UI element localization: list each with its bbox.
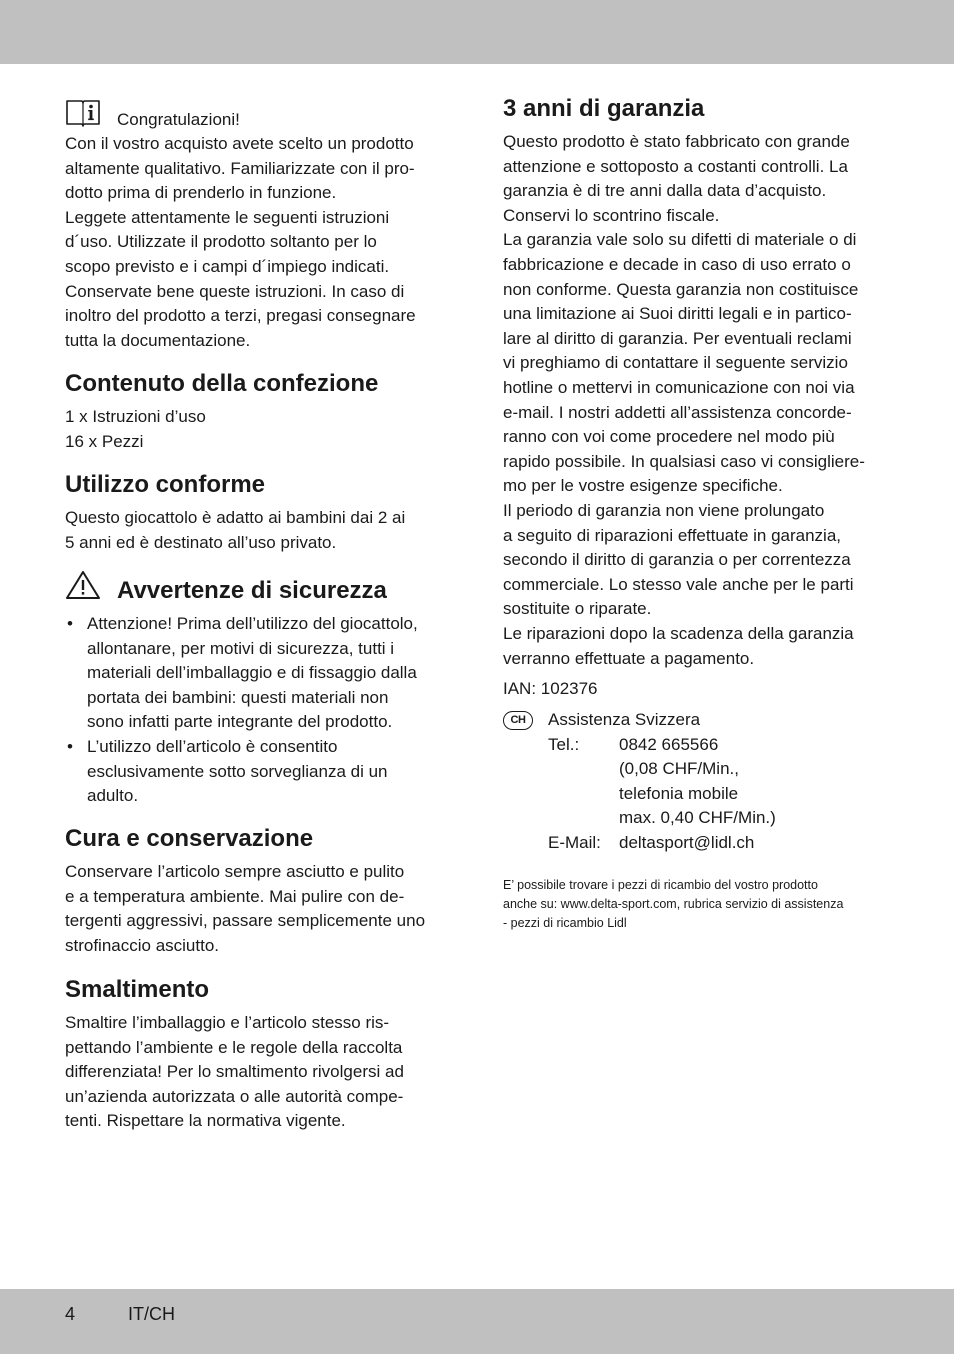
- safety-bullet: • Attenzione! Prima dell’utilizzo del giocattolo, allontanare, per motivi di sicurezza, tutti i materiali dell’imballaggio e di fissaggio dalla portata dei bambini: questi materiali non sono infatti parte integrante del prodotto.: [65, 612, 418, 735]
- care-line: e a temperatura ambiente. Mai pulire con de-: [65, 886, 405, 906]
- warning-triangle-icon: [65, 569, 101, 601]
- intro-line: Conservate bene queste istruzioni. In caso di: [65, 281, 405, 301]
- disposal-line: Smaltire l’imballaggio e l’articolo stesso ris-: [65, 1013, 390, 1032]
- tel-detail: (0,08 CHF/Min.,: [619, 759, 739, 779]
- disposal-line: pettando l’ambiente e le regole della raccolta: [65, 1037, 403, 1057]
- warranty-line: rapido possibile. In qualsiasi caso vi consigliere-: [503, 451, 865, 471]
- intended-use-line: Questo giocattolo è adatto ai bambini dai 2 ai: [65, 508, 406, 527]
- warranty-line: ranno con voi come procedere nel modo più: [503, 427, 835, 447]
- ian-number: IAN: 102376: [503, 679, 598, 698]
- intro-line: inoltro del prodotto a terzi, pregasi consegnare: [65, 306, 416, 326]
- intro-line: altamente qualitativo. Familiarizzate con il pro-: [65, 158, 415, 178]
- care-heading: Cura e conservazione: [65, 825, 314, 852]
- intro-line: tutta la documentazione.: [65, 330, 251, 350]
- warranty-line: commerciale. Lo stesso vale anche per le parti: [503, 574, 854, 594]
- disposal-line: tenti. Rispettare la normativa vigente.: [65, 1111, 346, 1131]
- warranty-heading: 3 anni di garanzia: [503, 95, 705, 122]
- warranty-line: fabbricazione e decade in caso di uso errato o: [503, 255, 851, 274]
- intro-line: Leggete attentamente le seguenti istruzioni: [65, 207, 390, 227]
- tel-label: Tel.:: [548, 734, 580, 754]
- care-line: tergenti aggressivi, passare semplicemente uno: [65, 911, 426, 931]
- care-line: Conservare l’articolo sempre asciutto e pulito: [65, 862, 405, 881]
- safety-bullet: • L’utilizzo dell’articolo è consentito esclusivamente sotto sorveglianza di un adulto.: [65, 735, 418, 809]
- intro-line: d´uso. Utilizzate il prodotto soltanto per lo: [65, 232, 377, 252]
- service-title: Assistenza Svizzera: [548, 710, 701, 729]
- intro-line: Con il vostro acquisto avete scelto un prodotto: [65, 134, 414, 153]
- region-code: IT/CH: [128, 1304, 175, 1324]
- warranty-line: non conforme. Questa garanzia non costituisce: [503, 279, 859, 299]
- warranty-line: e-mail. I nostri addetti all’assistenza concorde-: [503, 402, 852, 422]
- disposal-line: un’azienda autorizzata o alle autorità compe-: [65, 1086, 404, 1106]
- intended-use-heading: Utilizzo conforme: [65, 471, 266, 498]
- email-label: E-Mail:: [548, 832, 601, 852]
- intro-greeting: Congratulazioni!: [117, 110, 240, 129]
- warranty-line: hotline o mettervi in comunicazione con noi via: [503, 378, 855, 397]
- page-number: 4: [65, 1304, 76, 1324]
- safety-heading: Avvertenze di sicurezza: [117, 577, 387, 604]
- care-line: strofinaccio asciutto.: [65, 935, 220, 955]
- disposal-line: differenziata! Per lo smaltimento rivolgersi ad: [65, 1062, 404, 1082]
- warranty-line: verranno effettuate a pagamento.: [503, 648, 755, 668]
- spare-parts-note: E’ possibile trovare i pezzi di ricambio del vostro prodotto anche su: www.delta-sport.com, rubrica servizio di assistenza - pezzi di ricambio Lidl: [503, 878, 844, 930]
- intended-use-line: 5 anni ed è destinato all’uso privato.: [65, 532, 337, 552]
- warranty-line: vi preghiamo di contattare il seguente servizio: [503, 353, 848, 373]
- warranty-line: attenzione e sottoposto a costanti controlli. La: [503, 156, 848, 176]
- warranty-line: Le riparazioni dopo la scadenza della garanzia: [503, 624, 854, 643]
- country-badge: CH: [503, 711, 533, 730]
- safety-list: [65, 612, 418, 809]
- disposal-heading: Smaltimento: [65, 976, 210, 1003]
- warranty-line: a seguito di riparazioni effettuate in garanzia,: [503, 525, 842, 545]
- contents-line: 16 x Pezzi: [65, 431, 144, 451]
- info-book-icon: [65, 97, 101, 127]
- warranty-line: garanzia è di tre anni dalla data d’acquisto.: [503, 181, 827, 201]
- intro-line: scopo previsto e i campi d´impiego indicati.: [65, 257, 390, 276]
- warranty-line: secondo il diritto di garanzia o per correntezza: [503, 550, 851, 570]
- warranty-line: Questo prodotto è stato fabbricato con grande: [503, 132, 850, 151]
- warranty-line: lare al diritto di garanzia. Per eventuali reclami: [503, 328, 852, 348]
- tel-detail: max. 0,40 CHF/Min.): [619, 808, 776, 828]
- warranty-line: mo per le vostre esigenze specifiche.: [503, 476, 783, 496]
- warranty-line: sostituite o riparate.: [503, 599, 652, 619]
- tel-number[interactable]: 0842 665566: [619, 734, 719, 754]
- tel-detail: telefonia mobile: [619, 783, 739, 803]
- warranty-line: una limitazione ai Suoi diritti legali e in partico-: [503, 304, 852, 324]
- warranty-line: La garanzia vale solo su difetti di materiale o di: [503, 230, 857, 250]
- contents-line: 1 x Istruzioni d’uso: [65, 407, 206, 426]
- contents-heading: Contenuto della confezione: [65, 370, 379, 397]
- top-bar: [0, 0, 954, 64]
- email-link[interactable]: deltasport@lidl.ch: [619, 832, 755, 852]
- intro-line: dotto prima di prenderlo in funzione.: [65, 183, 337, 203]
- warranty-line: Conservi lo scontrino fiscale.: [503, 205, 720, 225]
- warranty-line: Il periodo di garanzia non viene prolungato: [503, 501, 825, 520]
